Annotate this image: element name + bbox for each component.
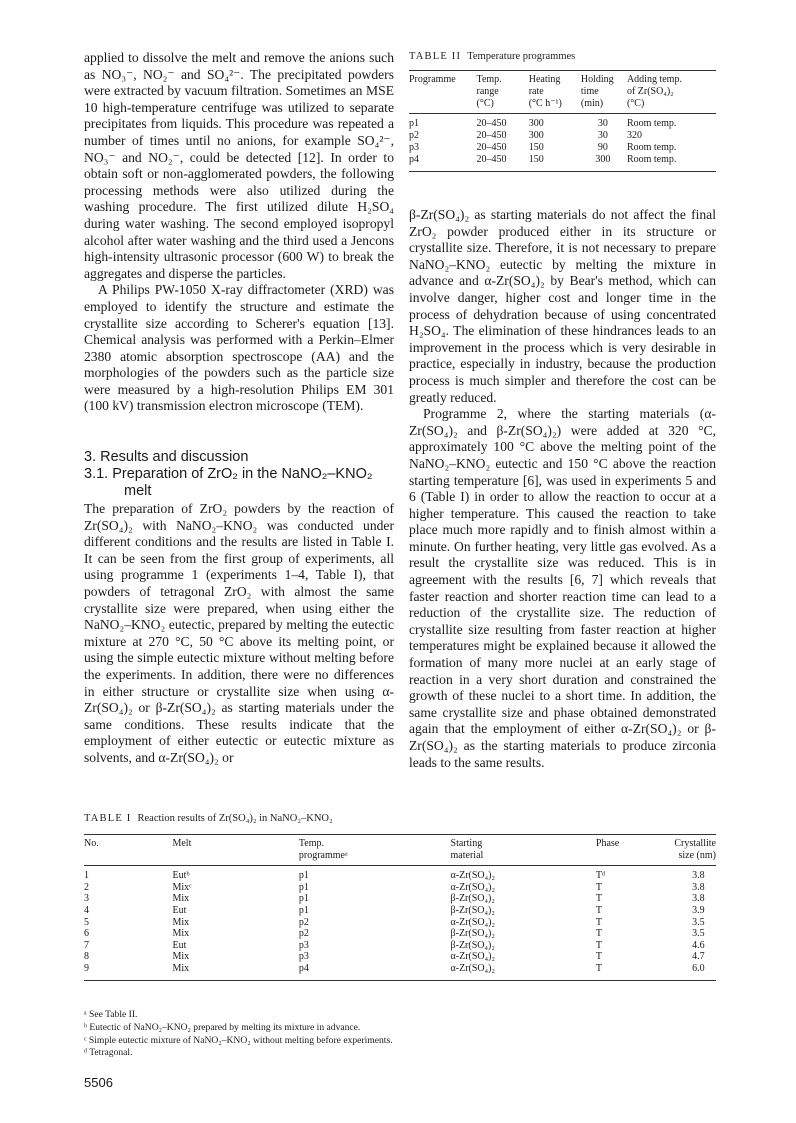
table-row — [84, 917, 716, 929]
table-cell: β-Zr(SO₄)₂ — [450, 893, 495, 905]
table-row — [409, 154, 716, 172]
table-cell: Eut — [172, 904, 187, 916]
table-row — [84, 866, 716, 882]
table-cell: p1 — [409, 118, 419, 129]
section-heading: 3. Results and discussion — [84, 449, 249, 466]
table-cell: p1 — [298, 881, 309, 893]
table-cell: 6.0 — [659, 963, 716, 980]
table-cell: 4 — [84, 904, 89, 916]
body-paragraph: A Philips PW-1050 X-ray diffractometer (XRD) was employed to identify the structure and estimate the crystallite size according to Scherer's equation [13]. Chemical analysis was performed with a Perkin–Elmer 2380 atomic absorption spectroscope (AA) and the morphologies of the powders such as the particle size were measured by a high-resolution Philips EM 301 (100 kV) transmission electron microscope (TEM). — [84, 282, 394, 414]
table-cell: p1 — [298, 904, 309, 916]
table-cell: 20–450 — [476, 142, 507, 153]
table-cell: 5 — [84, 916, 89, 928]
table-cell: Mix — [172, 963, 298, 980]
table-cell: 20–450 — [476, 130, 507, 141]
table-label: TABLE I — [84, 813, 132, 824]
table-cell: 3.5 — [692, 916, 705, 928]
table-cell: 4.6 — [692, 939, 705, 951]
table-cell: 3.9 — [692, 904, 705, 916]
table-cell: 300 — [528, 130, 544, 141]
table-row — [409, 130, 716, 142]
table-cell: T — [596, 963, 659, 980]
table-cell: 90 — [597, 142, 608, 153]
table-row — [84, 940, 716, 952]
programme-table — [409, 70, 716, 172]
table-cell: 300 — [581, 154, 627, 172]
table-cell: Mix — [172, 893, 190, 905]
table-cell: p3 — [298, 939, 309, 951]
table-header-row — [84, 835, 716, 866]
subsection-heading — [84, 466, 394, 500]
subsection-heading-line: melt — [124, 483, 152, 500]
table-title: Temperature programmes — [467, 51, 576, 62]
table-cell: p2 — [298, 916, 309, 928]
table-cell: α-Zr(SO₄)₂ — [450, 951, 495, 963]
footnote: ᵃ See Table II. — [84, 1009, 138, 1020]
table-cell: 3.8 — [692, 881, 705, 893]
table-row — [409, 114, 716, 131]
table-cell: 9 — [84, 963, 172, 980]
body-paragraph: β-Zr(SO₄)₂ as starting materials do not affect the final ZrO₂ powder produced either in its structure or crystallite size. Therefore, it is not necessary to prepare NaNO₂–KNO₂ eutectic by melting the mixture in advance and α-Zr(SO₄)₂ by Bear's method, which can involve danger, higher cost and longer time in the process of dehydration because of using concentrated H₂SO₄. The elimination of these hindrances leads to an improvement in the process which is very desirable in practice, especially in industry, because the production process is much simpler and therefore the cost can be greatly reduced. — [409, 207, 716, 405]
table-cell: 320 — [626, 130, 642, 141]
table-cell: T — [595, 881, 602, 893]
table-cell: 20–450 — [476, 118, 507, 129]
table-cell: p2 — [298, 928, 309, 940]
header-cell: Holding time (min) — [581, 71, 627, 114]
table-cell: T — [595, 928, 602, 940]
table-caption — [84, 812, 716, 825]
table-cell: 150 — [528, 142, 544, 153]
table-label: TABLE II — [409, 51, 462, 62]
table-cell: T — [595, 916, 602, 928]
header-cell: Programme — [409, 71, 477, 114]
table-cell: α-Zr(SO₄)₂ — [450, 916, 495, 928]
table-cell: β-Zr(SO₄)₂ — [450, 928, 495, 940]
table-cell: 30 — [597, 118, 608, 129]
table-row — [84, 928, 716, 940]
header-cell: Adding temp. of Zr(SO₄)₂ (°C) — [627, 71, 716, 114]
table-cell: Mix — [172, 928, 190, 940]
table-cell: Mixᶜ — [172, 881, 192, 893]
table-cell: 150 — [529, 154, 581, 172]
left-column — [84, 50, 394, 767]
table-cell: 30 — [597, 130, 608, 141]
header-cell: No. — [84, 835, 172, 866]
table-cell: p4 — [299, 963, 451, 980]
table-cell: 20–450 — [477, 154, 529, 172]
table-cell: T — [595, 893, 602, 905]
table-cell: Room temp. — [626, 142, 677, 153]
header-cell: Crystallite size (nm) — [659, 835, 716, 866]
page-number: 5506 — [84, 1075, 113, 1090]
table-cell: p1 — [298, 893, 309, 905]
table-cell: 1 — [84, 870, 89, 882]
table-cell: 2 — [84, 881, 89, 893]
results-table — [84, 834, 716, 981]
table-header-row — [409, 71, 716, 114]
subsection-heading-line: 3.1. Preparation of ZrO₂ in the NaNO₂–KNO₂ — [84, 466, 373, 483]
table-cell: Room temp. — [626, 118, 677, 129]
table-cell: p3 — [298, 951, 309, 963]
table-cell: 300 — [528, 118, 544, 129]
header-cell: Heating rate (°C h⁻¹) — [529, 71, 581, 114]
table-cell: 3.5 — [692, 928, 705, 940]
table-cell: Mix — [172, 951, 190, 963]
table-cell: 7 — [84, 939, 89, 951]
table-cell: Eut — [172, 939, 187, 951]
table-row — [84, 951, 716, 963]
table-cell: Room temp. — [627, 154, 716, 172]
table-cell: Tᵈ — [595, 870, 606, 882]
table-cell: p4 — [409, 154, 477, 172]
table-row — [84, 963, 716, 980]
table-cell: T — [595, 951, 602, 963]
footnote: ᵈ Tetragonal. — [84, 1047, 133, 1059]
table-cell: β-Zr(SO₄)₂ — [450, 939, 495, 951]
table-cell: Mix — [172, 916, 190, 928]
right-column — [409, 207, 716, 771]
table-cell: α-Zr(SO₄)₂ — [450, 881, 495, 893]
table-cell: Eutᵇ — [172, 870, 190, 882]
table-row — [84, 905, 716, 917]
table-cell: α-Zr(SO₄)₂ — [451, 963, 596, 980]
table-2 — [409, 50, 716, 172]
header-cell: Melt — [172, 835, 298, 866]
table-cell: p2 — [409, 130, 419, 141]
header-cell: Temp. programmeᵃ — [299, 835, 451, 866]
table-cell: β-Zr(SO₄)₂ — [450, 904, 495, 916]
footnote: ᵇ Eutectic of NaNO₂–KNO₂ prepared by melting its mixture in advance. — [84, 1021, 361, 1033]
table-row — [84, 882, 716, 894]
footnote: ᶜ Simple eutectic mixture of NaNO₂–KNO₂ without melting before experiments. — [84, 1034, 393, 1046]
table-cell: α-Zr(SO₄)₂ — [450, 870, 495, 882]
table-cell: T — [595, 904, 602, 916]
header-cell: Phase — [596, 835, 659, 866]
table-cell: T — [595, 939, 602, 951]
table-footnotes — [84, 1009, 393, 1060]
body-paragraph: Programme 2, where the starting materials (α-Zr(SO₄)₂ and β-Zr(SO₄)₂) were added at 320 °C, approximately 100 °C above the melting point of the NaNO₂–KNO₂ eutectic and 150 °C above the reaction starting temperature [6], was used in experiments 5 and 6 (Table I) in order to allow the reaction to occur at a higher temperature. This caused the reaction to take place much more rapidly and to finish almost within a minute. On further heating, very little gas evolved. As a result the crystallite size was reduced. This is in agreement with the results [6, 7] which reveals that faster reaction and shorter reaction time can lead to a reduction of the crystallite size. The reduction of crystallite size resulting from faster reaction at higher temperatures might be explained because it allowed the formation of many more nuclei at an early stage of reaction in a very short duration and constrained the growth of these nuclei to a short time. In addition, the same crystallite size and phase obtained demonstrated again that the employment of either α-Zr(SO₄)₂ or β-Zr(SO₄)₂ as the starting materials to produce zirconia leads to the same results. — [409, 406, 716, 770]
table-title: Reaction results of Zr(SO₄)₂ in NaNO₂–KNO₂ — [137, 813, 333, 824]
table-cell: 6 — [84, 928, 89, 940]
table-1 — [84, 812, 716, 981]
header-cell: Starting material — [451, 835, 596, 866]
table-cell: 3 — [84, 893, 89, 905]
header-cell: Temp. range (°C) — [477, 71, 529, 114]
table-cell: p1 — [298, 870, 309, 882]
table-cell: 4.7 — [692, 951, 705, 963]
table-row — [84, 893, 716, 905]
table-caption — [409, 50, 716, 63]
body-paragraph: applied to dissolve the melt and remove the anions such as NO₃⁻, NO₂⁻ and SO₄²⁻. The precipitated powders were extracted by vacuum filtration. Sometimes an MSE 10 high-temperature centrifuge was utilized to separate precipitates from liquids. This procedure was repeated a number of times until no anions, for example SO₄²⁻, NO₃⁻ and NO₂⁻, could be detected [12]. In order to obtain soft or non-agglomerated powders, the following processing methods were also utilized during the washing procedure. The first utilized dilute H₂SO₄ during water washing. The second employed isopropyl alcohol after water washing and the third used a Jencons high-intensity ultrasonic processor (600 W) to break the aggregates and disperse the particles. — [84, 50, 394, 281]
body-paragraph: The preparation of ZrO₂ powders by the reaction of Zr(SO₄)₂ with NaNO₂–KNO₂ was conducted under different conditions and the results are listed in Table I. It can be seen from the first group of experiments, all using programme 1 (experiments 1–4, Table I), that powders of tetragonal ZrO₂ with almost the same crystallite size were prepared, when using either the NaNO₂–KNO₂ eutectic, prepared by melting the eutectic mixture at 270 °C, 50 °C above its melting point, or using the simple eutectic mixture without melting before the experiments. In addition, there were no differences in either structure or crystallite size when using α-Zr(SO₄)₂ or β-Zr(SO₄)₂ as starting materials under the same conditions. These results indicate that the employment of either eutectic or eutectic mixture as solvents, and α-Zr(SO₄)₂ or — [84, 501, 394, 765]
table-cell: 8 — [84, 951, 89, 963]
table-cell: 3.8 — [692, 893, 705, 905]
table-cell: 3.8 — [692, 870, 705, 882]
table-row — [409, 142, 716, 154]
table-cell: p3 — [409, 142, 419, 153]
